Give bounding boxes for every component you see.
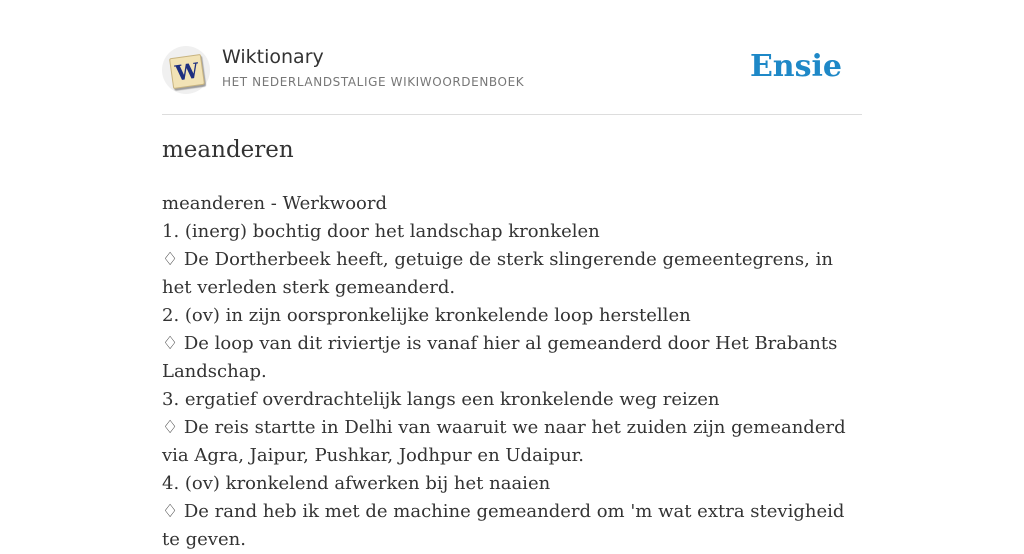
definition-line: 3. ergatief overdrachtelijk langs een kronkelende weg reizen [162,389,720,410]
definition-line: 4. (ov) kronkelend afwerken bij het naaien [162,473,551,494]
site-header [162,44,862,115]
wiktionary-w-icon: W [169,54,205,89]
site-tagline: HET NEDERLANDSTALIGE WIKIWOORDENBOEK [222,75,525,89]
page-title: meanderen [162,137,294,163]
ensie-brand-link[interactable]: Ensie [749,49,842,84]
example-line: ♢ De Dortherbeek heeft, getuige de sterk slingerende gemeentegrens, in het verleden sterk gemeanderd. [162,249,833,298]
example-line: ♢ De loop van dit riviertje is vanaf hier al gemeanderd door Het Brabants Landschap. [162,333,838,382]
definition-line: 1. (inerg) bochtig door het landschap kronkelen [162,221,600,242]
example-line: ♢ De reis startte in Delhi van waaruit we naar het zuiden zijn gemeanderd via Agra, Jaipur, Pushkar, Jodhpur en Udaipur. [162,417,846,466]
entry-heading-line: meanderen - Werkwoord [162,193,387,214]
definition-line: 2. (ov) in zijn oorspronkelijke kronkelende loop herstellen [162,305,691,326]
entry-definition [162,190,852,554]
wiktionary-logo[interactable] [162,46,210,94]
site-name[interactable]: Wiktionary [222,46,324,68]
example-line: ♢ De rand heb ik met de machine gemeanderd om 'm wat extra stevigheid te geven. [162,501,845,550]
